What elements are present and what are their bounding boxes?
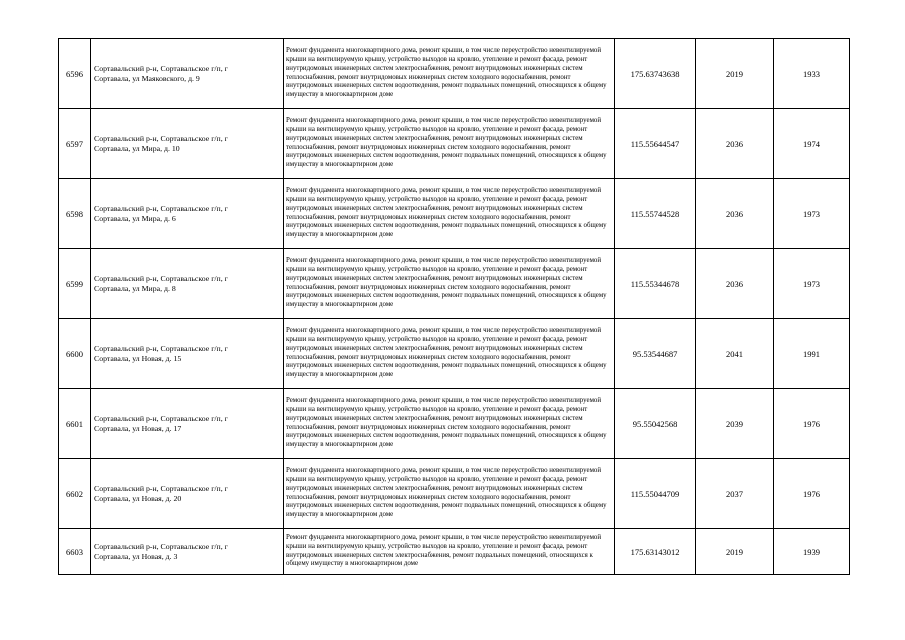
- address-cell: [91, 179, 284, 249]
- build-year-cell: 1939: [774, 529, 850, 575]
- address-line-2: Сортавала, ул Мира, д. 6: [94, 213, 176, 223]
- address-cell: [91, 389, 284, 459]
- build-year-cell: 1973: [774, 179, 850, 249]
- cost-cell: 175.63143012: [615, 529, 696, 575]
- cost-cell: 115.55644547: [615, 109, 696, 179]
- address-line-1: Сортавальский р-н, Сортавальское г/п, г: [94, 541, 228, 551]
- works-text: Ремонт фундамента многоквартирного дома, ремонт крыши, в том числе переустройство невентилируемой крыши на вентилируемую крышу, устройство выходов на кровлю, утепление и ремонт фасада, ремонт внутридомовых инженерных систем электроснабжения, ремонт внутридомовых инженерных систем теплоснабжения, ремонт внутридомовых инженерных систем холодного водоснабжения, ремонт внутридомовых инженерных систем водоотведения, ремонт подвальных помещений, относящихся к общему имуществу в многоквартирном доме: [286, 117, 607, 169]
- address-line-2: Сортавала, ул Маяковского, д. 9: [94, 73, 200, 83]
- table-row: [59, 39, 850, 109]
- build-year-cell: 1973: [774, 249, 850, 319]
- planned-year-cell: 2041: [696, 319, 774, 389]
- planned-year-cell: 2039: [696, 389, 774, 459]
- address-line-1: Сортавальский р-н, Сортавальское г/п, г: [94, 133, 228, 143]
- works-cell: [284, 389, 615, 459]
- cost-cell: 95.55042568: [615, 389, 696, 459]
- works-text: Ремонт фундамента многоквартирного дома, ремонт крыши, в том числе переустройство невентилируемой крыши на вентилируемую крышу, устройство выходов на кровлю, утепление и ремонт фасада, ремонт внутридомовых инженерных систем электроснабжения, ремонт внутридомовых инженерных систем теплоснабжения, ремонт внутридомовых инженерных систем холодного водоснабжения, ремонт внутридомовых инженерных систем водоотведения, ремонт подвальных помещений, относящихся к общему имуществу в многоквартирном доме: [286, 397, 607, 449]
- works-cell: [284, 39, 615, 109]
- address-cell: [91, 109, 284, 179]
- address-line-2: Сортавала, ул Новая, д. 3: [94, 551, 178, 561]
- address-cell: [91, 459, 284, 529]
- works-text: Ремонт фундамента многоквартирного дома, ремонт крыши, в том числе переустройство невентилируемой крыши на вентилируемую крышу, устройство выходов на кровлю, утепление и ремонт фасада, ремонт внутридомовых инженерных систем электроснабжения, ремонт внутридомовых инженерных систем теплоснабжения, ремонт внутридомовых инженерных систем холодного водоснабжения, ремонт внутридомовых инженерных систем водоотведения, ремонт подвальных помещений, относящихся к общему имуществу в многоквартирном доме: [286, 327, 607, 379]
- planned-year-cell: 2019: [696, 39, 774, 109]
- table-row: [59, 459, 850, 529]
- build-year-cell: 1976: [774, 459, 850, 529]
- table-row: [59, 389, 850, 459]
- works-cell: [284, 459, 615, 529]
- address-line-1: Сортавальский р-н, Сортавальское г/п, г: [94, 343, 228, 353]
- address-line-1: Сортавальский р-н, Сортавальское г/п, г: [94, 203, 228, 213]
- row-number: 6597: [59, 109, 91, 179]
- works-cell: [284, 109, 615, 179]
- works-text: Ремонт фундамента многоквартирного дома, ремонт крыши, в том числе переустройство невентилируемой крыши на вентилируемую крышу, устройство выходов на кровлю, утепление и ремонт фасада, ремонт внутридомовых инженерных систем электроснабжения, ремонт внутридомовых инженерных систем теплоснабжения, ремонт внутридомовых инженерных систем холодного водоснабжения, ремонт внутридомовых инженерных систем водоотведения, ремонт подвальных помещений, относящихся к общему имуществу в многоквартирном доме: [286, 47, 607, 99]
- address-line-1: Сортавальский р-н, Сортавальское г/п, г: [94, 413, 228, 423]
- address-cell: [91, 39, 284, 109]
- cost-cell: 115.55344678: [615, 249, 696, 319]
- planned-year-cell: 2036: [696, 249, 774, 319]
- planned-year-cell: 2019: [696, 529, 774, 575]
- row-number: 6600: [59, 319, 91, 389]
- works-text: Ремонт фундамента многоквартирного дома, ремонт крыши, в том числе переустройство невентилируемой крыши на вентилируемую крышу, устройство выходов на кровлю, утепление и ремонт фасада, ремонт внутридомовых инженерных систем электроснабжения, ремонт подвальных помещений, относящихся к общему имуществу в многоквартирном доме: [286, 533, 602, 568]
- table-row: [59, 179, 850, 249]
- address-cell: [91, 529, 284, 575]
- table-row: [59, 109, 850, 179]
- row-number: 6601: [59, 389, 91, 459]
- address-line-2: Сортавала, ул Новая, д. 15: [94, 353, 182, 363]
- table-row: [59, 319, 850, 389]
- row-number: 6603: [59, 529, 91, 575]
- address-cell: [91, 319, 284, 389]
- build-year-cell: 1933: [774, 39, 850, 109]
- address-cell: [91, 249, 284, 319]
- row-number: 6596: [59, 39, 91, 109]
- planned-year-cell: 2036: [696, 179, 774, 249]
- row-number: 6598: [59, 179, 91, 249]
- works-text: Ремонт фундамента многоквартирного дома, ремонт крыши, в том числе переустройство невентилируемой крыши на вентилируемую крышу, устройство выходов на кровлю, утепление и ремонт фасада, ремонт внутридомовых инженерных систем электроснабжения, ремонт внутридомовых инженерных систем теплоснабжения, ремонт внутридомовых инженерных систем холодного водоснабжения, ремонт внутридомовых инженерных систем водоотведения, ремонт подвальных помещений, относящихся к общему имуществу в многоквартирном доме: [286, 257, 607, 309]
- works-cell: [284, 319, 615, 389]
- works-cell: [284, 179, 615, 249]
- build-year-cell: 1991: [774, 319, 850, 389]
- works-text: Ремонт фундамента многоквартирного дома, ремонт крыши, в том числе переустройство невентилируемой крыши на вентилируемую крышу, устройство выходов на кровлю, утепление и ремонт фасада, ремонт внутридомовых инженерных систем электроснабжения, ремонт внутридомовых инженерных систем теплоснабжения, ремонт внутридомовых инженерных систем холодного водоснабжения, ремонт внутридомовых инженерных систем водоотведения, ремонт подвальных помещений, относящихся к общему имуществу в многоквартирном доме: [286, 467, 607, 519]
- row-number: 6602: [59, 459, 91, 529]
- planned-year-cell: 2037: [696, 459, 774, 529]
- address-line-2: Сортавала, ул Мира, д. 10: [94, 143, 180, 153]
- cost-cell: 115.55744528: [615, 179, 696, 249]
- cost-cell: 175.63743638: [615, 39, 696, 109]
- build-year-cell: 1974: [774, 109, 850, 179]
- address-line-2: Сортавала, ул Новая, д. 20: [94, 493, 182, 503]
- address-line-2: Сортавала, ул Новая, д. 17: [94, 423, 182, 433]
- table-row: [59, 529, 850, 575]
- works-cell: [284, 529, 615, 575]
- planned-year-cell: 2036: [696, 109, 774, 179]
- row-number: 6599: [59, 249, 91, 319]
- address-line-1: Сортавальский р-н, Сортавальское г/п, г: [94, 483, 228, 493]
- build-year-cell: 1976: [774, 389, 850, 459]
- address-line-1: Сортавальский р-н, Сортавальское г/п, г: [94, 63, 228, 73]
- address-line-1: Сортавальский р-н, Сортавальское г/п, г: [94, 273, 228, 283]
- repair-program-table: [58, 38, 850, 575]
- cost-cell: 95.53544687: [615, 319, 696, 389]
- table-row: [59, 249, 850, 319]
- address-line-2: Сортавала, ул Мира, д. 8: [94, 283, 176, 293]
- works-cell: [284, 249, 615, 319]
- cost-cell: 115.55044709: [615, 459, 696, 529]
- works-text: Ремонт фундамента многоквартирного дома, ремонт крыши, в том числе переустройство невентилируемой крыши на вентилируемую крышу, устройство выходов на кровлю, утепление и ремонт фасада, ремонт внутридомовых инженерных систем электроснабжения, ремонт внутридомовых инженерных систем теплоснабжения, ремонт внутридомовых инженерных систем холодного водоснабжения, ремонт внутридомовых инженерных систем водоотведения, ремонт подвальных помещений, относящихся к общему имуществу в многоквартирном доме: [286, 187, 607, 239]
